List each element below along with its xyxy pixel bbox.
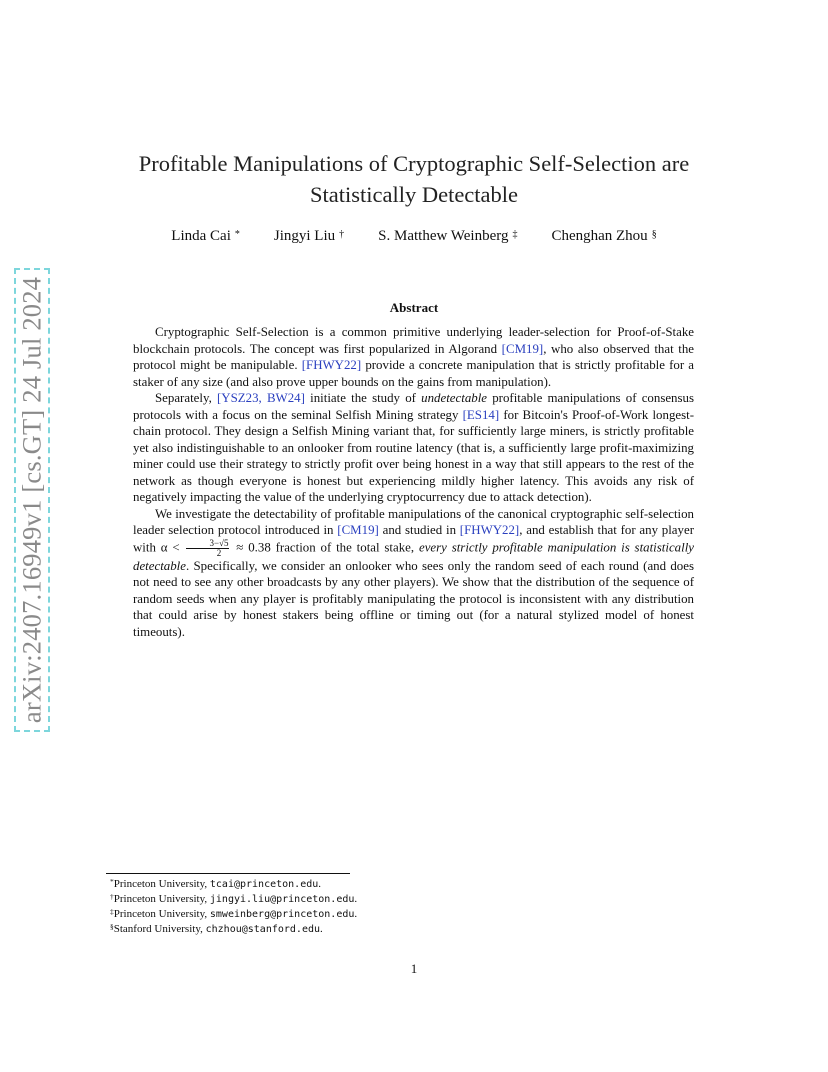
footnotes	[110, 877, 710, 937]
author-name: Chenghan Zhou	[551, 228, 648, 244]
author-name: S. Matthew Weinberg	[378, 228, 509, 244]
author-mark: †	[339, 229, 345, 240]
paper-title: Profitable Manipulations of Cryptographic Self-Selection are Statistically Detectable	[138, 151, 690, 207]
footnote	[110, 877, 710, 892]
abstract-paragraph	[133, 324, 694, 390]
page-number: 1	[410, 961, 418, 976]
footnote-mark: §	[110, 922, 114, 931]
abstract-paragraph	[133, 506, 694, 641]
fraction	[186, 539, 229, 558]
author-mark: *	[234, 229, 240, 240]
author	[551, 228, 656, 245]
abstract-text: for Bitcoin's Proof-of-Work longest-chain protocol. They design a Selfish Mining variant that, for sufficiently large miners, is strictly profitable yet also indistinguishable to an onlooker from routine latency (that is, a sufficiently large profit-maximizing miner could use their strategy to strictly profit over being honest in a way that still appears to the rest of the network as though everyone is honest but experiencing mildly higher latency. This avoids any risk of negatively impacting the value of the underlying cryptocurrency due to attack detection).	[133, 407, 695, 504]
abstract-heading: Abstract	[389, 300, 439, 315]
author	[274, 228, 344, 245]
footnote-email[interactable]: jingyi.liu@princeton.edu	[209, 894, 355, 905]
abstract-body	[133, 324, 694, 640]
author-mark: ‡	[512, 229, 518, 240]
author-name: Jingyi Liu	[273, 228, 336, 244]
citation-link[interactable]: [CM19]	[501, 341, 544, 356]
footnote-mark: ‡	[110, 907, 114, 916]
author	[171, 228, 240, 245]
fraction-numerator: 3−√5	[186, 539, 229, 549]
footnote-affiliation: Stanford University,	[113, 923, 206, 935]
footnote-end: .	[320, 923, 323, 935]
footnote-email[interactable]: smweinberg@princeton.edu	[209, 909, 355, 920]
abstract-text: , and establish that for any player with α <	[133, 523, 694, 554]
abstract-text: ≈ 0.38 fraction of the total stake,	[231, 539, 419, 554]
abstract-paragraph	[133, 390, 694, 506]
abstract-text: , who also observed that the protocol might be manipulable.	[133, 341, 694, 372]
footnote-end: .	[318, 878, 322, 890]
abstract-text: We investigate the detectability of profitable manipulations of the canonical cryptographic self-selection leader selection protocol introduced in	[133, 506, 694, 537]
abstract-text: Cryptographic Self-Selection is a common primitive underlying leader-selection for Proof-of-Stake blockchain protocols. The concept was first popularized in Algorand	[133, 325, 694, 356]
emphasis-text: undetectable	[421, 391, 488, 405]
author-mark: §	[651, 229, 657, 240]
footnote-email[interactable]: chzhou@stanford.edu	[205, 924, 320, 935]
footnote	[110, 892, 710, 907]
citation-link[interactable]: [YSZ23, BW24]	[217, 391, 305, 405]
footnote-mark: *	[110, 877, 114, 886]
fraction-denominator: 2	[216, 547, 222, 558]
footnote-affiliation: Princeton University,	[113, 908, 210, 920]
footnote-mark: †	[110, 892, 114, 901]
abstract-text: profitable manipulations of consensus protocols with a focus on the seminal Selfish Mining strategy	[133, 391, 694, 422]
author	[378, 228, 517, 245]
arxiv-identifier: arXiv:2407.16949v1 [cs.GT] 24 Jul 2024	[16, 276, 47, 724]
footnote-affiliation: Princeton University,	[113, 878, 210, 890]
abstract-text: and studied in	[378, 523, 460, 537]
footnote-divider	[106, 873, 350, 874]
footnote-email[interactable]: tcai@princeton.edu	[209, 879, 319, 890]
citation-link[interactable]: [ES14]	[462, 407, 500, 422]
emphasis-text: every strictly profitable manipulation is statistically detectable	[133, 539, 694, 573]
abstract-text: initiate the study of	[304, 391, 422, 405]
author-name: Linda Cai	[171, 228, 231, 244]
citation-link[interactable]: [FHWY22]	[301, 358, 362, 372]
footnote-affiliation: Princeton University,	[113, 893, 210, 905]
citation-link[interactable]: [FHWY22]	[459, 523, 520, 537]
arxiv-stamp	[14, 268, 54, 734]
citation-link[interactable]: [CM19]	[337, 523, 379, 537]
footnote	[110, 922, 710, 937]
abstract-text: . Specifically, we consider an onlooker who sees only the random seed of each round (and does not need to see any other broadcasts by any other players). We show that the distribution of the sequence of random seeds when any player is profitably manipulating the protocol is inconsistent with any distribution that could arise by honest stakers being offline or timing out (for a natural stylized model of honest timeouts).	[133, 558, 694, 639]
abstract-text: provide a concrete manipulation that is strictly profitable for a staker of any size (and also prove upper bounds on the gains from manipulation).	[133, 358, 694, 389]
footnote-end: .	[354, 893, 358, 905]
author-list	[118, 228, 710, 245]
abstract-text: Separately,	[155, 391, 217, 405]
footnote-end: .	[354, 908, 358, 920]
footnote	[110, 907, 710, 922]
